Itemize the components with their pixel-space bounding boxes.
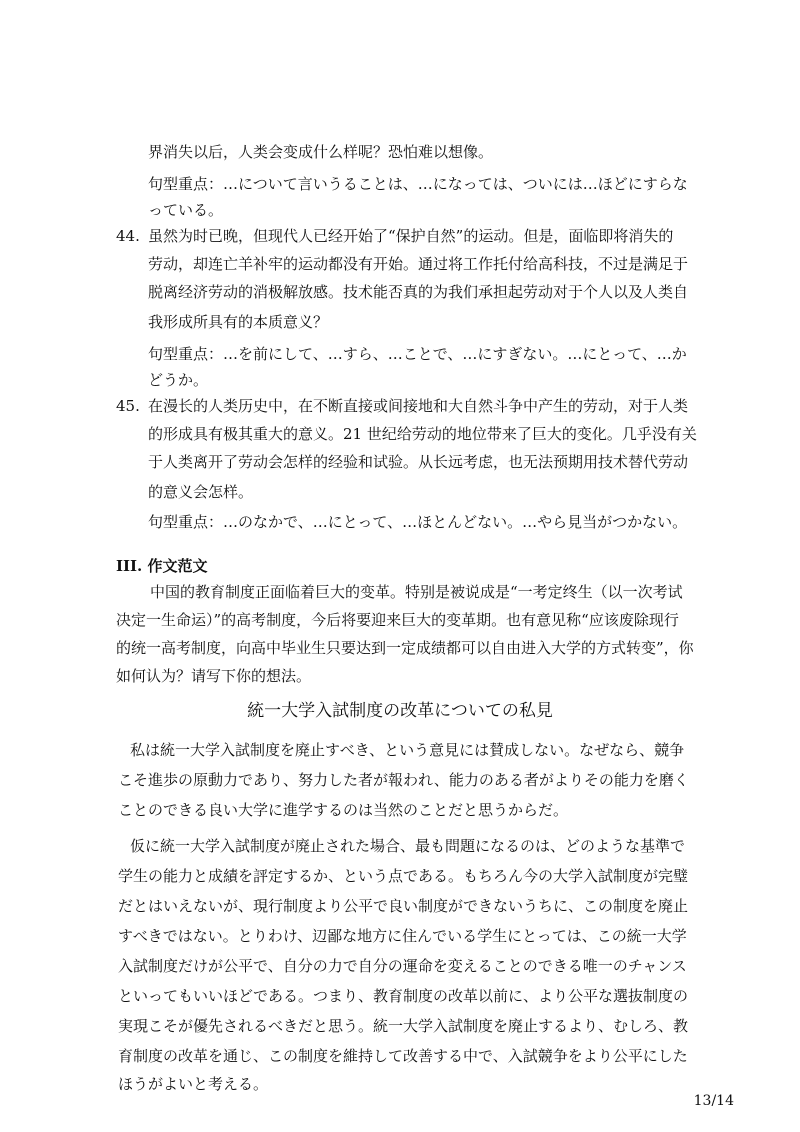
prompt-text: 决定一生命运）”的高考制度，今后将要迎来巨大的变革期。也有意见称“应该废除现行 [116,611,679,629]
essay-text: 育制度の改革を通じ、この制度を維持して改善する中で、入試競争をより公平にした [118,1047,688,1065]
prompt-text: 的统一高考制度，向高中毕业生只要达到一定成绩都可以自由进入大学的方式转变”，你 [116,639,694,657]
essay-text: こそ進歩の原動力であり、努力した者が報われ、能力のある者がよりその能力を磨く [118,771,689,789]
page-number: 13/14 [693,1093,734,1109]
essay-text: 入試制度だけが公平で、自分の力で自分の運命を変えることのできる唯一のチャンス [118,957,687,975]
pattern-text: どうか。 [148,371,209,389]
item-number: 44. [116,227,140,245]
prompt-text: 中国的教育制度正面临着巨大的变革。特别是被说成是“一考定终生（以一次考试 [150,583,683,601]
essay-text: 実現こそが優先されるべきだと思う。統一大学入試制度を廃止するより、むしろ、教 [118,1017,689,1035]
item-text: 劳动，却连亡羊补牢的运动都没有开始。通过将工作托付给高科技，不过是满足于 [148,255,689,273]
essay-text: すべきではない。とりわけ、辺鄙な地方に住んでいる学生にとっては、この統一大学 [118,927,687,945]
item-text: 脱离经济劳动的消极解放感。技术能否真的为我们承担起劳动对于个人以及人类自 [148,283,689,301]
pattern-text: っている。 [148,201,224,219]
essay-text: ほうがよいと考える。 [118,1075,269,1093]
item-text: 界消失以后，人类会变成什么样呢？恐怕难以想像。 [148,143,494,161]
item-text: 于人类离开了劳动会怎样的经验和试验。从长远考虑，也无法预期用技术替代劳动 [148,453,689,471]
essay-text: 仮に統一大学入試制度が廃止された場合、最も問題になるのは、どのような基準で [130,837,686,855]
item-text: 的形成具有极其重大的意义。21 世纪给劳动的地位带来了巨大的变化。几乎没有关 [148,425,697,443]
section-heading: III. 作文范文 [116,557,208,575]
essay-text: 学生の能力と成績を評定するか、という点である。もちろん今の大学入試制度が完璧 [118,867,689,885]
item-text: 虽然为时已晚，但现代人已经开始了“保护自然”的运动。但是，面临即将消失的 [148,227,674,245]
essay-title: 統一大学入試制度の改革についての私見 [247,701,553,721]
essay-text: といってもいいほどである。つまり、教育制度の改革以前に、より公平な選抜制度の [118,987,689,1005]
item-text: 的意义会怎样。 [148,483,254,501]
item-number: 45. [116,397,140,415]
essay-text: だとはいえないが、現行制度より公平で良い制度ができないうちに、この制度を廃止 [118,897,689,915]
essay-text: 私は統一大学入試制度を廃止すべき、という意見には賛成しない。なぜなら、競争 [130,741,685,759]
pattern-text: 句型重点：…のなかで、…にとって、…ほとんどない。…やら見当がつかない。 [148,513,688,531]
pattern-text: 句型重点：…について言いうることは、…になっては、ついには…ほどにすらな [148,175,688,193]
prompt-text: 如何认为？请写下你的想法。 [116,667,312,685]
pattern-text: 句型重点：…を前にして、…すら、…ことで、…にすぎない。…にとって、…か [148,345,687,363]
item-text: 我形成所具有的本质意义？ [148,313,329,331]
item-text: 在漫长的人类历史中，在不断直接或间接地和大自然斗争中产生的劳动，对于人类 [148,397,689,415]
essay-text: ことのできる良い大学に進学するのは当然のことだと思うからだ。 [118,801,569,819]
